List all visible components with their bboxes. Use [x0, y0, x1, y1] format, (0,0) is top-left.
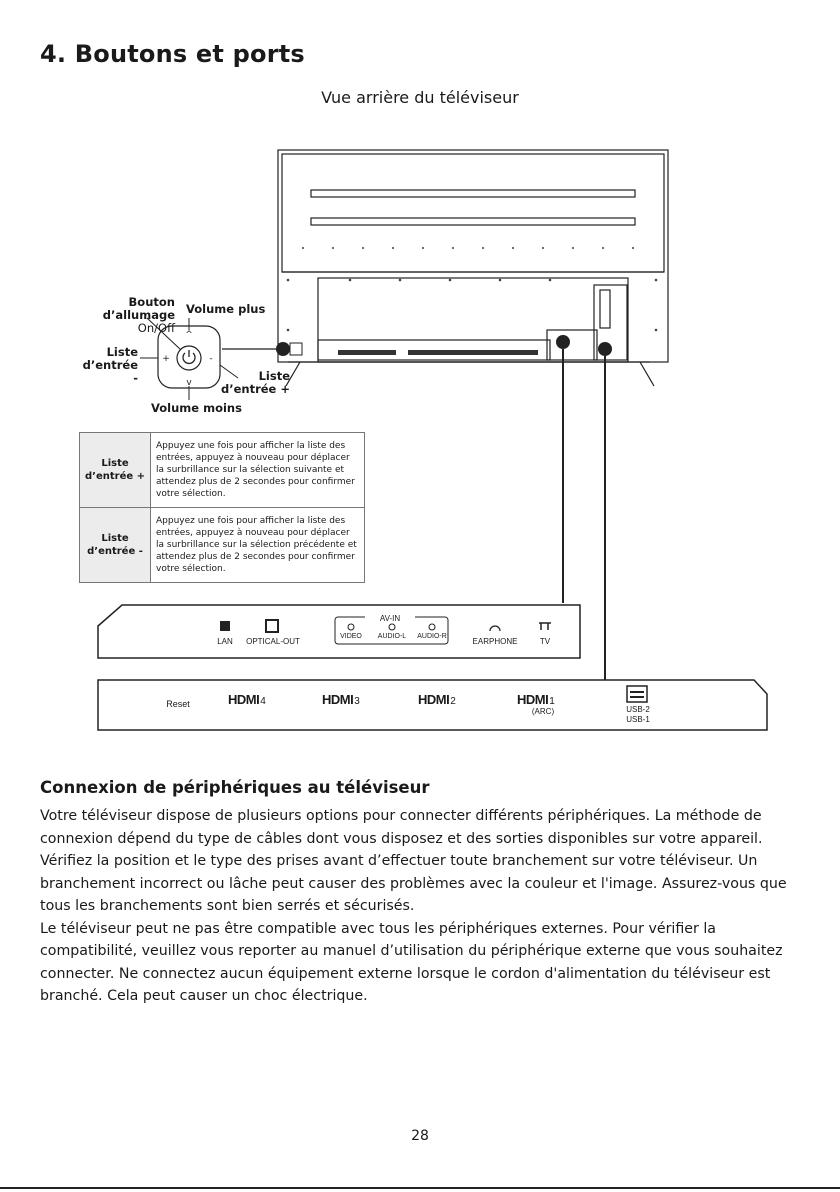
- hdmi3-label: HDMI3: [322, 692, 360, 707]
- usb2-label: USB-2: [626, 705, 650, 714]
- arc-label: (ARC): [531, 707, 555, 716]
- tv-antenna-icon: [539, 623, 551, 630]
- usb1-label: USB-1: [626, 715, 650, 724]
- input-minus-key: Liste d’entrée -: [80, 508, 151, 583]
- hdmi1-label: HDMI1: [517, 692, 555, 707]
- svg-text:-: -: [209, 354, 213, 364]
- input-plus-label: Liste d’entrée +: [221, 369, 290, 396]
- connect-paragraph-2: Le téléviseur peut ne pas être compatible avec tous les périphériques externes. Pour vérifier la compatibilité, veuillez vous reporter au manuel d’utilisation du périphérique externe que vous souhaitez connecter. Ne connectez aucun équipement externe lorsque le cordon d'alimentation du téléviseur est branché. Cela peut causer un choc électrique.: [40, 920, 783, 1004]
- audio-r-label: AUDIO-R: [417, 633, 447, 640]
- tv-label: TV: [539, 637, 551, 646]
- lan-icon: [220, 621, 230, 631]
- input-plus-desc: Appuyez une fois pour afficher la liste des entrées, appuyez à nouveau pour déplacer la surbrillance sur la sélection suivante et attendez plus de 2 secondes pour confirmer votre sélection.: [151, 433, 365, 508]
- table-row: [80, 433, 365, 508]
- tv-back-panel: [278, 150, 668, 362]
- table-row: [80, 508, 365, 583]
- screw-dots: [287, 247, 658, 331]
- connect-paragraph-1: Votre téléviseur dispose de plusieurs options pour connecter différents périphériques. La méthode de connexion dépend du type de câbles dont vous disposez et des sorties disponibles sur votre appareil. Vérifiez la position et le type des prises avant d’effectuer toute branchement sur votre téléviseur. Un branchement incorrect ou lâche peut causer des problèmes avec la couleur et l'image. Assurez-vous que tous les branchements sont bien serrés et sécurisés.: [40, 808, 787, 914]
- section-title: 4. Boutons et ports: [40, 40, 305, 68]
- video-label: VIDEO: [340, 633, 362, 640]
- side-port-panel: [98, 605, 580, 658]
- earphone-icon: [490, 626, 500, 631]
- volume-plus-label: Volume plus: [186, 302, 266, 316]
- optical-icon: [266, 620, 278, 632]
- hdmi4-label: HDMI4: [228, 692, 266, 707]
- hdmi2-label: HDMI2: [418, 692, 456, 707]
- svg-text:v: v: [186, 378, 192, 388]
- rear-view-title: Vue arrière du téléviseur: [321, 88, 519, 107]
- svg-text:^: ^: [185, 330, 193, 340]
- reset-label: Reset: [166, 699, 190, 709]
- button-marker: [276, 342, 290, 356]
- input-minus-desc: Appuyez une fois pour afficher la liste des entrées, appuyez à nouveau pour déplacer la surbrillance sur la sélection précédente et attendez plus de 2 secondes pour confirmer votre sélection.: [151, 508, 365, 583]
- button-table: [79, 432, 365, 583]
- input-plus-key: Liste d’entrée +: [80, 433, 151, 508]
- connect-body: [40, 805, 802, 1008]
- input-minus-label: Liste d’entrée -: [82, 345, 138, 385]
- optical-label: OPTICAL-OUT: [246, 637, 300, 646]
- av-in-label: AV-IN: [365, 614, 415, 623]
- bottom-rule: [0, 1187, 840, 1189]
- svg-text:+: +: [162, 354, 170, 364]
- lan-label: LAN: [217, 637, 233, 646]
- power-label: Bouton d’allumage On/Off: [102, 295, 175, 335]
- usb-icon: [627, 686, 647, 702]
- earphone-label: EARPHONE: [472, 637, 518, 646]
- audio-l-label: AUDIO-L: [377, 633, 407, 640]
- volume-minus-label: Volume moins: [151, 401, 242, 415]
- connect-title: Connexion de périphériques au téléviseur: [40, 778, 430, 797]
- page-number: 28: [411, 1128, 429, 1144]
